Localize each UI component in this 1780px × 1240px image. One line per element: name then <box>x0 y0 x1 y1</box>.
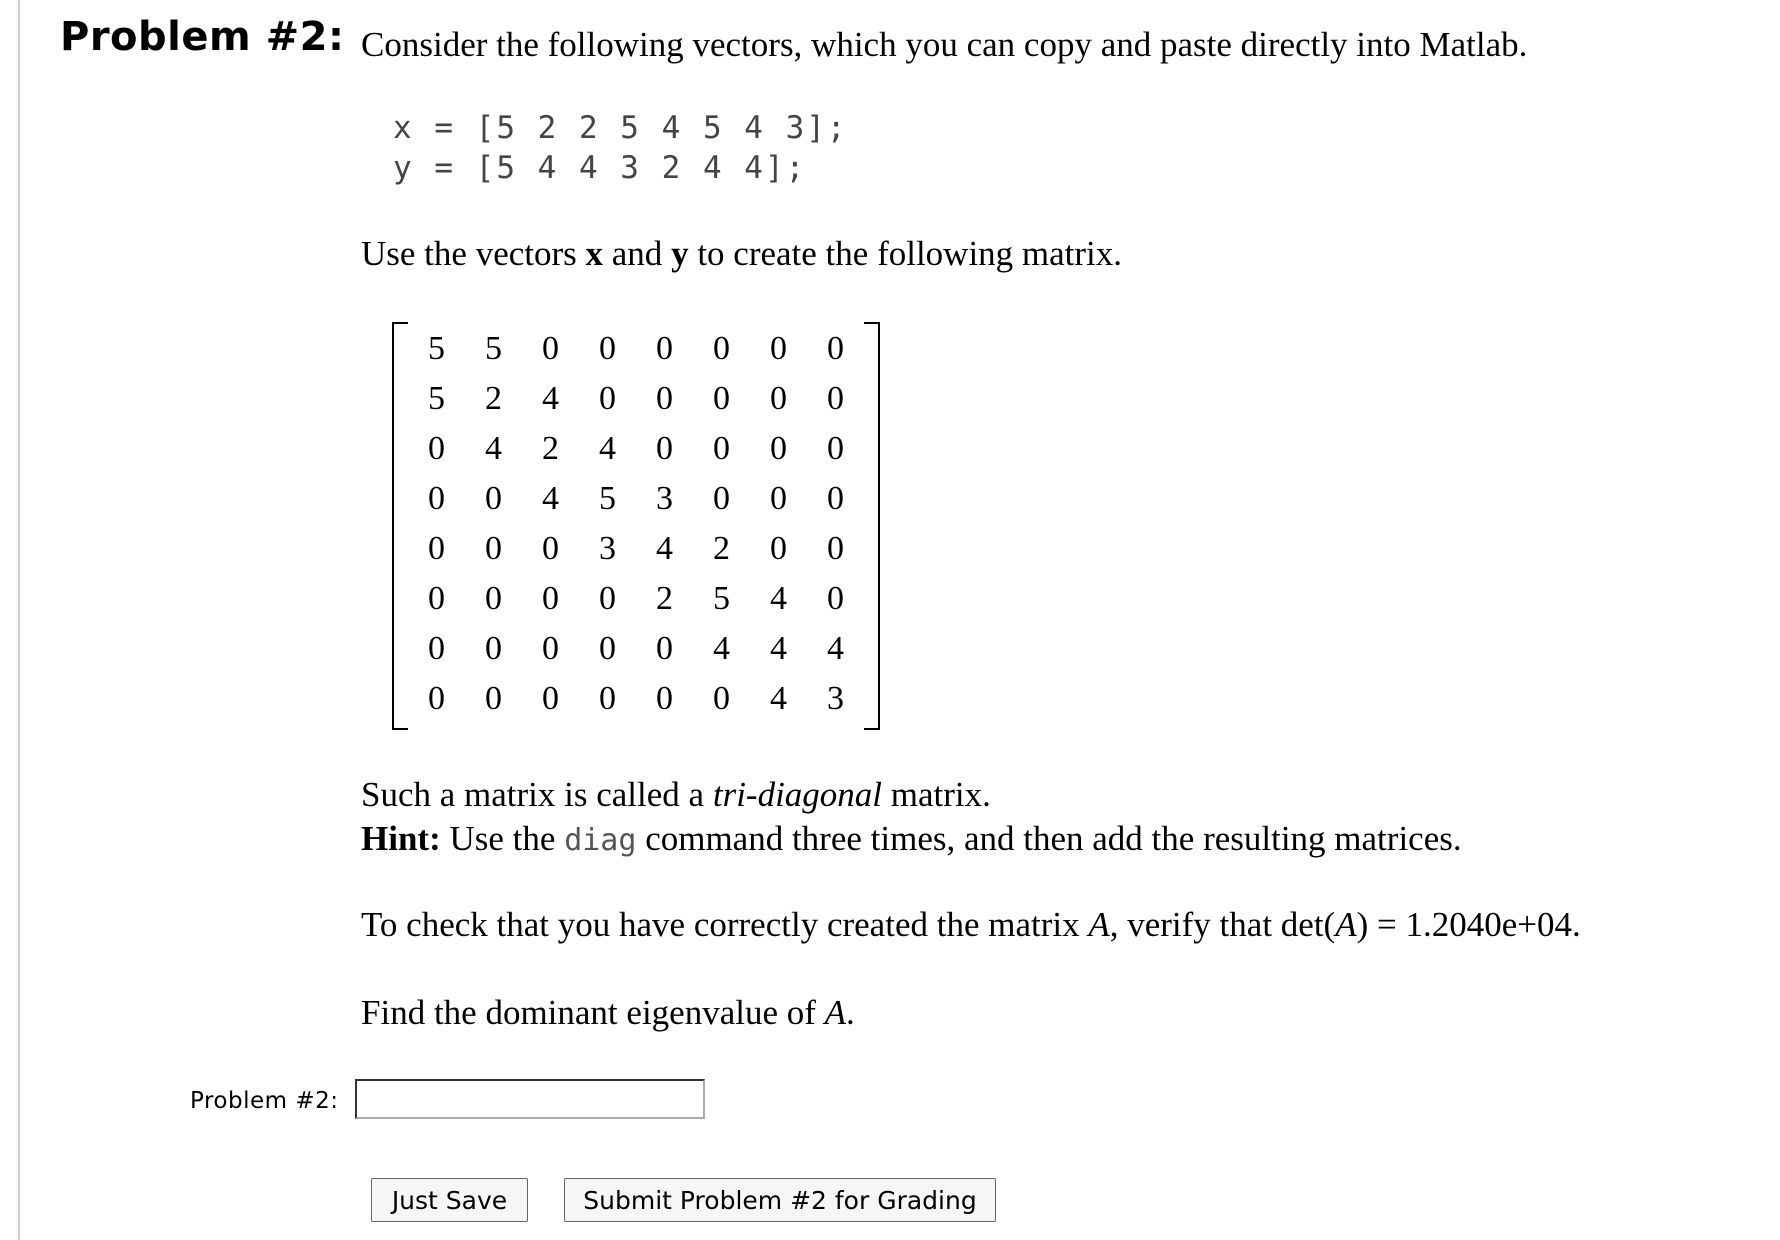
hint-prefix: Use the <box>440 819 565 858</box>
answer-label: Problem #2: <box>190 1088 339 1114</box>
matrix-cell: 3 <box>827 680 844 717</box>
instruction-text <box>361 234 1122 274</box>
instruction-suffix: to create the following matrix. <box>688 234 1123 273</box>
matrix-cell: 0 <box>827 530 844 567</box>
var-x: x <box>585 234 604 273</box>
matrix-right-bracket <box>864 322 880 730</box>
instruction-and: and <box>603 234 672 273</box>
matrix-cell: 5 <box>485 330 502 367</box>
matrix-cell: 0 <box>599 680 616 717</box>
matrix-cell: 4 <box>770 680 787 717</box>
matrix-cell: 0 <box>713 680 730 717</box>
matrix-cell: 0 <box>428 430 445 467</box>
matrix-cell: 4 <box>542 480 559 517</box>
hint-label: Hint: <box>361 819 441 858</box>
matrix-cell: 0 <box>656 630 673 667</box>
matrix-cell: 0 <box>485 680 502 717</box>
note-term: tri-diagonal <box>712 775 883 814</box>
matrix-cell: 0 <box>656 430 673 467</box>
matrix-cell: 0 <box>428 680 445 717</box>
check-suffix: ) = 1.2040e+04. <box>1356 905 1581 944</box>
matrix-cell: 5 <box>713 580 730 617</box>
var-y: y <box>671 234 689 273</box>
matrix-left-bracket <box>392 322 408 730</box>
matrix-cell: 0 <box>827 430 844 467</box>
answer-input[interactable] <box>355 1079 705 1119</box>
matrix-cell: 4 <box>713 630 730 667</box>
matrix-cell: 0 <box>485 580 502 617</box>
find-prefix: Find the dominant eigenvalue of <box>361 993 825 1032</box>
matrix-cell: 0 <box>599 580 616 617</box>
tridiagonal-matrix <box>392 318 880 728</box>
hint-text <box>361 819 1462 859</box>
matrix-cell: 0 <box>428 480 445 517</box>
check-text <box>361 905 1581 945</box>
matrix-cell: 0 <box>827 580 844 617</box>
matrix-cell: 0 <box>770 380 787 417</box>
matrix-cell: 0 <box>713 330 730 367</box>
matrix-cell: 0 <box>428 580 445 617</box>
submit-button[interactable]: Submit Problem #2 for Grading <box>564 1178 996 1222</box>
check-middle: , verify that det( <box>1109 905 1336 944</box>
matrix-cell: 4 <box>770 580 787 617</box>
find-var-a: A <box>824 993 847 1032</box>
matrix-cell: 0 <box>656 680 673 717</box>
matrix-cell: 0 <box>599 630 616 667</box>
matrix-cell: 0 <box>542 680 559 717</box>
matrix-cell: 0 <box>770 430 787 467</box>
matrix-cell: 3 <box>656 480 673 517</box>
instruction-prefix: Use the vectors <box>361 234 586 273</box>
matrix-cell: 5 <box>428 330 445 367</box>
matrix-cell: 0 <box>827 480 844 517</box>
check-var-a: A <box>1088 905 1110 944</box>
matrix-cell: 0 <box>713 380 730 417</box>
matrix-cell: 0 <box>713 480 730 517</box>
matrix-cell: 0 <box>428 630 445 667</box>
matrix-cells <box>408 324 864 724</box>
matrix-cell: 2 <box>656 580 673 617</box>
matrix-cell: 0 <box>542 330 559 367</box>
matrix-cell: 5 <box>599 480 616 517</box>
note-prefix: Such a matrix is called a <box>361 775 713 814</box>
matrix-cell: 5 <box>428 380 445 417</box>
tridiagonal-note <box>361 775 991 815</box>
matrix-cell: 0 <box>770 480 787 517</box>
just-save-button[interactable]: Just Save <box>371 1178 528 1222</box>
matrix-cell: 0 <box>770 530 787 567</box>
matrix-cell: 0 <box>542 530 559 567</box>
matrix-cell: 4 <box>542 380 559 417</box>
matrix-cell: 0 <box>713 430 730 467</box>
find-suffix: . <box>846 993 855 1032</box>
check-prefix: To check that you have correctly created the matrix <box>361 905 1089 944</box>
matrix-cell: 4 <box>656 530 673 567</box>
code-vector-x: x = [5 2 2 5 4 5 4 3]; <box>393 110 848 146</box>
matrix-cell: 0 <box>542 580 559 617</box>
matrix-cell: 0 <box>827 380 844 417</box>
matrix-cell: 4 <box>485 430 502 467</box>
matrix-cell: 4 <box>599 430 616 467</box>
matrix-cell: 0 <box>656 330 673 367</box>
note-suffix: matrix. <box>882 775 991 814</box>
problem-intro: Consider the following vectors, which you can copy and paste directly into Matlab. <box>361 25 1528 64</box>
matrix-cell: 0 <box>485 480 502 517</box>
matrix-cell: 0 <box>599 380 616 417</box>
matrix-cell: 4 <box>827 630 844 667</box>
matrix-cell: 0 <box>656 380 673 417</box>
matrix-cell: 0 <box>827 330 844 367</box>
matrix-cell: 0 <box>485 530 502 567</box>
hint-code: diag <box>564 823 637 858</box>
matrix-cell: 2 <box>485 380 502 417</box>
matrix-cell: 2 <box>713 530 730 567</box>
matrix-cell: 4 <box>770 630 787 667</box>
matrix-cell: 2 <box>542 430 559 467</box>
matrix-cell: 0 <box>542 630 559 667</box>
matrix-cell: 0 <box>599 330 616 367</box>
left-border <box>18 0 20 1240</box>
code-vector-y: y = [5 4 4 3 2 4 4]; <box>393 150 807 186</box>
problem-heading: Problem #2: <box>60 14 345 60</box>
matrix-cell: 0 <box>485 630 502 667</box>
matrix-cell: 3 <box>599 530 616 567</box>
find-text <box>361 993 855 1033</box>
matrix-cell: 0 <box>428 530 445 567</box>
hint-suffix: command three times, and then add the resulting matrices. <box>636 819 1462 858</box>
check-var-a2: A <box>1335 905 1357 944</box>
matrix-cell: 0 <box>770 330 787 367</box>
